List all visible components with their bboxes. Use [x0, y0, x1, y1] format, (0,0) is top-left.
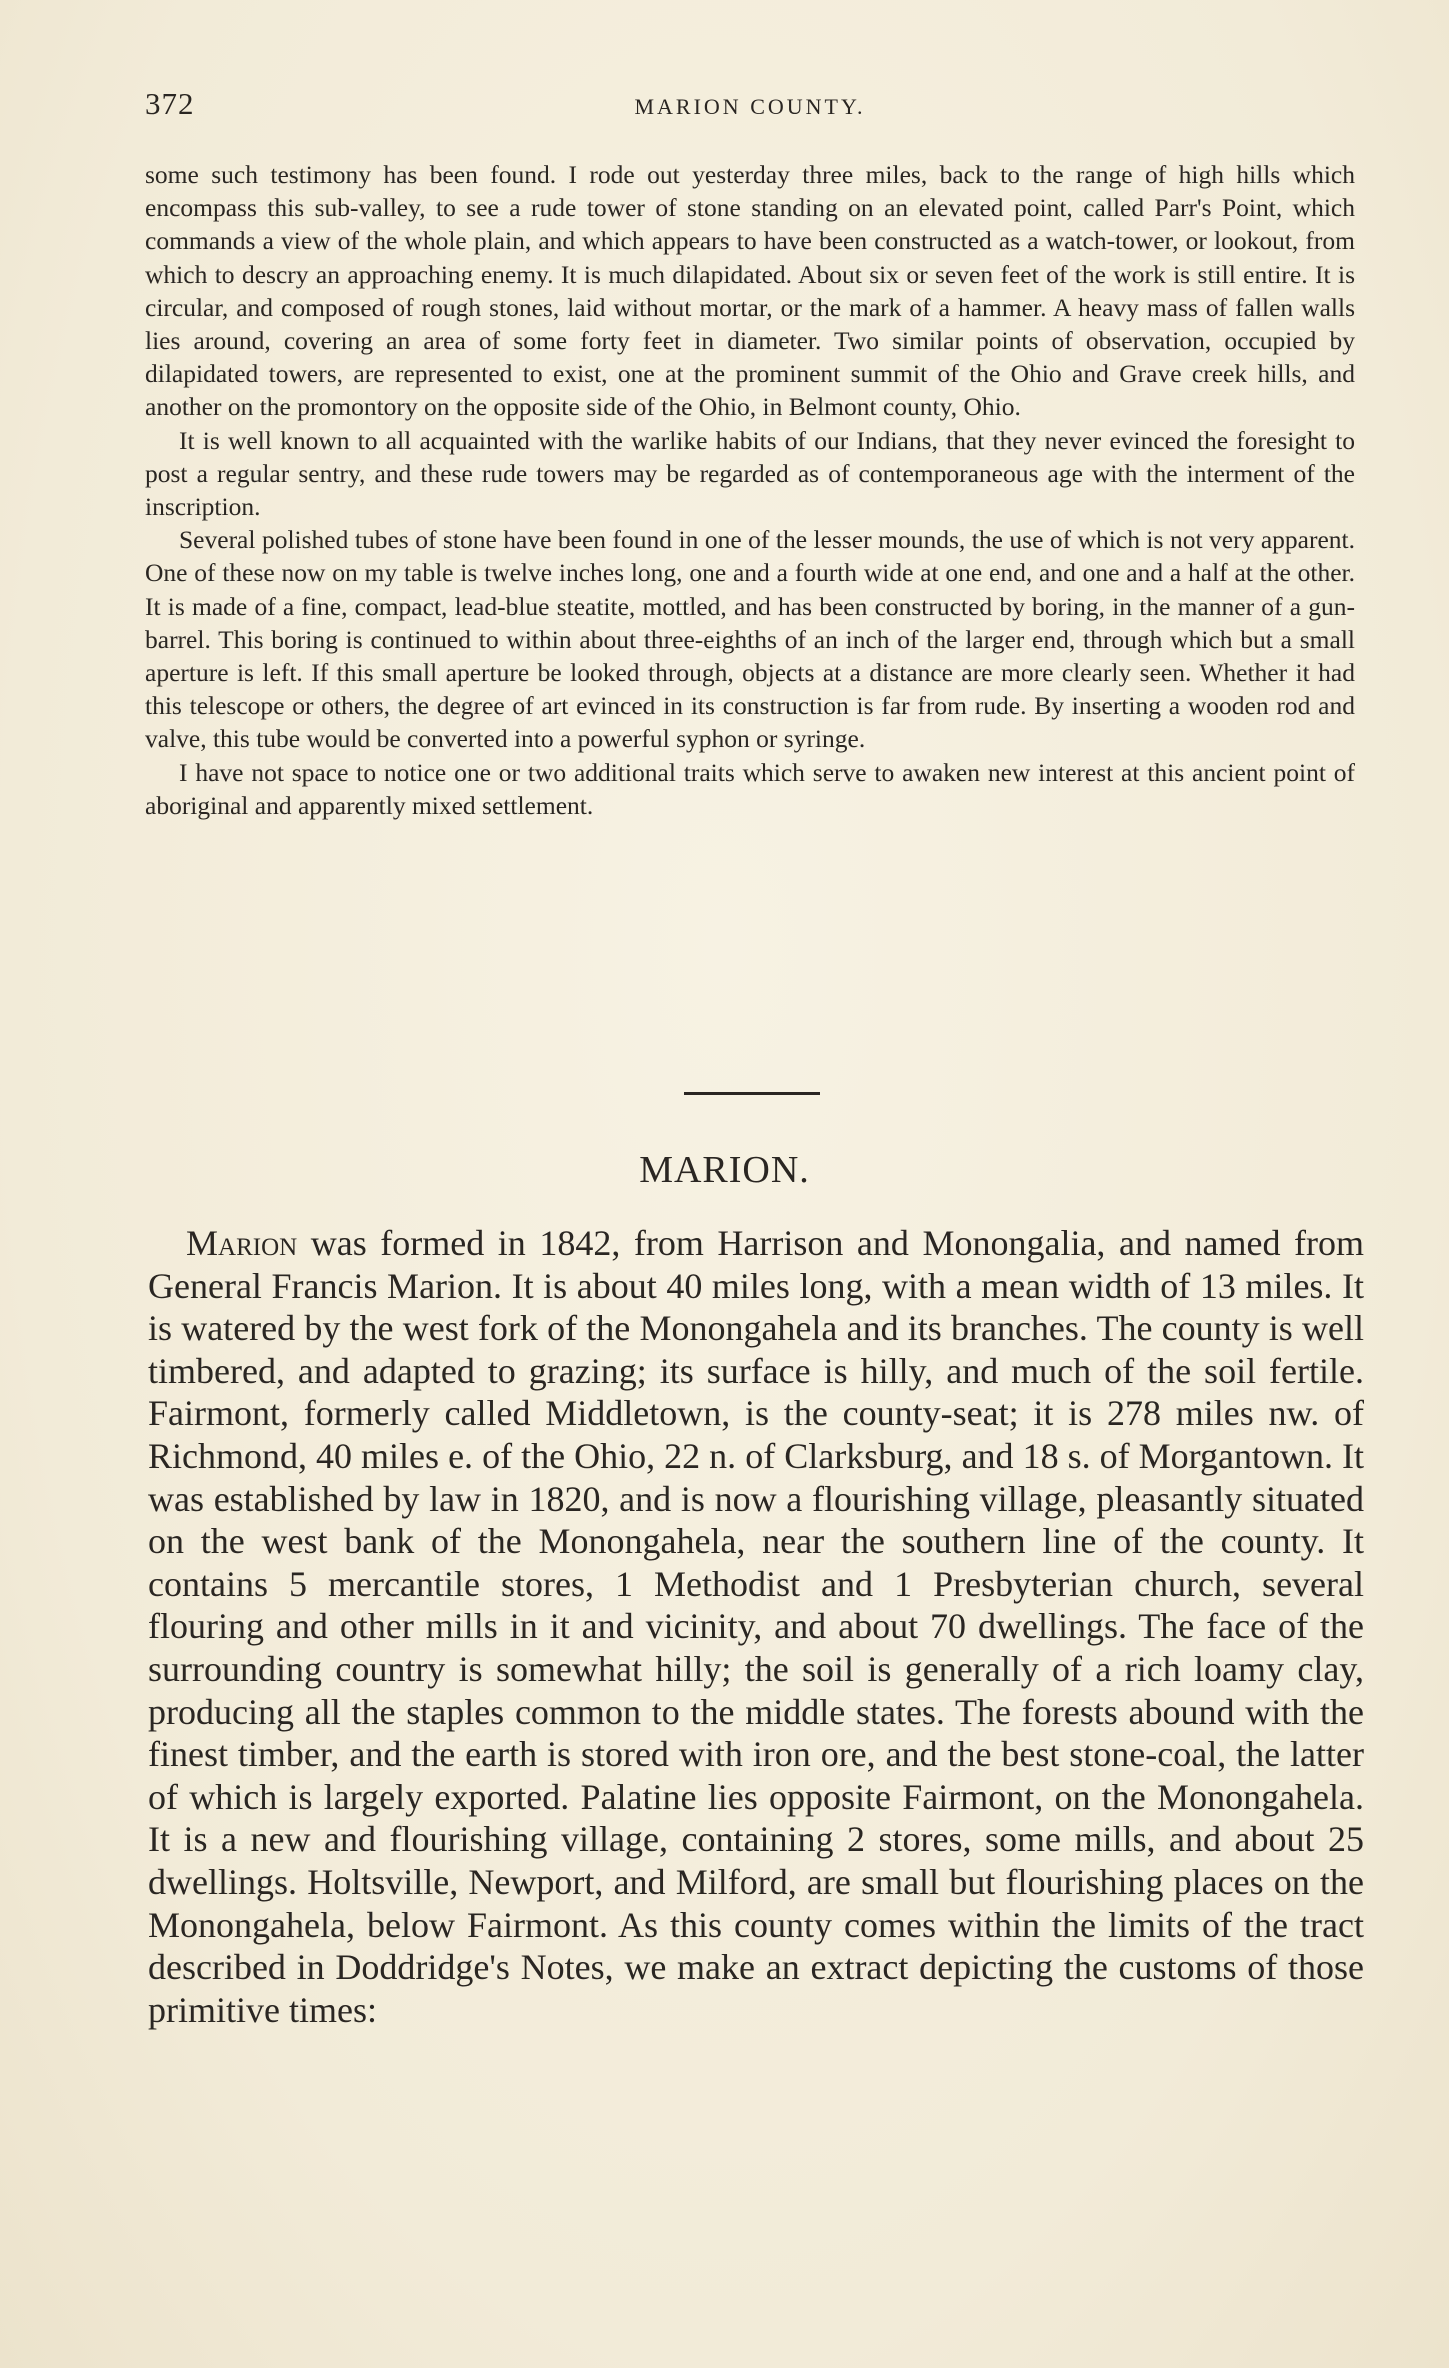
page-header	[145, 86, 1355, 126]
section-body	[148, 1222, 1364, 2031]
continued-paragraph: It is well known to all acquainted with the warlike habits of our Indians, that they never evinced the foresight to post a regular sentry, and these rude towers may be regarded as of contemporaneous age with the interment of the inscription.	[145, 425, 1355, 522]
section-lead-word: Marion	[186, 1223, 298, 1263]
continued-text-block	[145, 158, 1355, 822]
section-paragraph	[148, 1222, 1364, 2031]
continued-paragraph: I have not space to notice one or two additional traits which serve to awaken new interest at this ancient point of aboriginal and apparently mixed settlement.	[145, 757, 1355, 820]
continued-paragraph: some such testimony has been found. I rode out yesterday three miles, back to the range of high hills which encompass this sub-valley, to see a rude tower of stone standing on an elevated point, called Parr's Point, which commands a view of the whole plain, and which appears to have been constructed as a watch-tower, or lookout, from which to descry an approaching enemy. It is much dilapidated. About six or seven feet of the work is still entire. It is circular, and composed of rough stones, laid without mortar, or the mark of a hammer. A heavy mass of fallen walls lies around, covering an area of some forty feet in diameter. Two similar points of observation, occupied by dilapidated towers, are represented to exist, one at the prominent summit of the Ohio and Grave creek hills, and another on the promontory on the opposite side of the Ohio, in Belmont county, Ohio.	[145, 160, 1355, 422]
page-number: 372	[145, 86, 195, 121]
section-title: MARION.	[639, 1149, 810, 1191]
running-head: MARION COUNTY.	[634, 94, 866, 119]
section-body-text: was formed in 1842, from Harrison and Monongalia, and named from General Francis Marion. It is about 40 miles long, with a mean width of 13 miles. It is watered by the west fork of the Monongahela and its branches. The county is well timbered, and adapted to grazing; its surface is hilly, and much of the soil fertile. Fairmont, formerly called Middletown, is the county-seat; it is 278 miles nw. of Richmond, 40 miles e. of the Ohio, 22 n. of Clarksburg, and 18 s. of Morgantown. It was established by law in 1820, and is now a flourishing village, pleasantly situated on the west bank of the Monongahela, near the southern line of the county. It contains 5 mercantile stores, 1 Methodist and 1 Presbyterian church, several flouring and other mills in it and vicinity, and about 70 dwellings. The face of the surrounding country is somewhat hilly; the soil is generally of a rich loamy clay, producing all the staples common to the middle states. The forests abound with the finest timber, and the earth is stored with iron ore, and the best stone-coal, the latter of which is largely exported. Palatine lies opposite Fairmont, on the Monongahela. It is a new and flourishing village, containing 2 stores, some mills, and about 25 dwellings. Holtsville, Newport, and Milford, are small but flourishing places on the Monongahela, below Fairmont. As this county comes within the limits of the tract described in Doddridge's Notes, we make an extract depicting the customs of those primitive times:	[148, 1223, 1364, 2030]
section-divider-rule	[684, 1092, 820, 1095]
continued-paragraph: Several polished tubes of stone have been found in one of the lesser mounds, the use of which is not very apparent. One of these now on my table is twelve inches long, one and a fourth wide at one end, and one and a half at the other. It is made of a fine, compact, lead-blue steatite, mottled, and has been constructed by boring, in the manner of a gun-barrel. This boring is continued to within about three-eighths of an inch of the larger end, through which but a small aperture is left. If this small aperture be looked through, objects at a distance are more clearly seen. Whether it had this telescope or others, the degree of art evinced in its construction is far from rude. By inserting a wooden rod and valve, this tube would be converted into a powerful syphon or syringe.	[145, 525, 1355, 754]
